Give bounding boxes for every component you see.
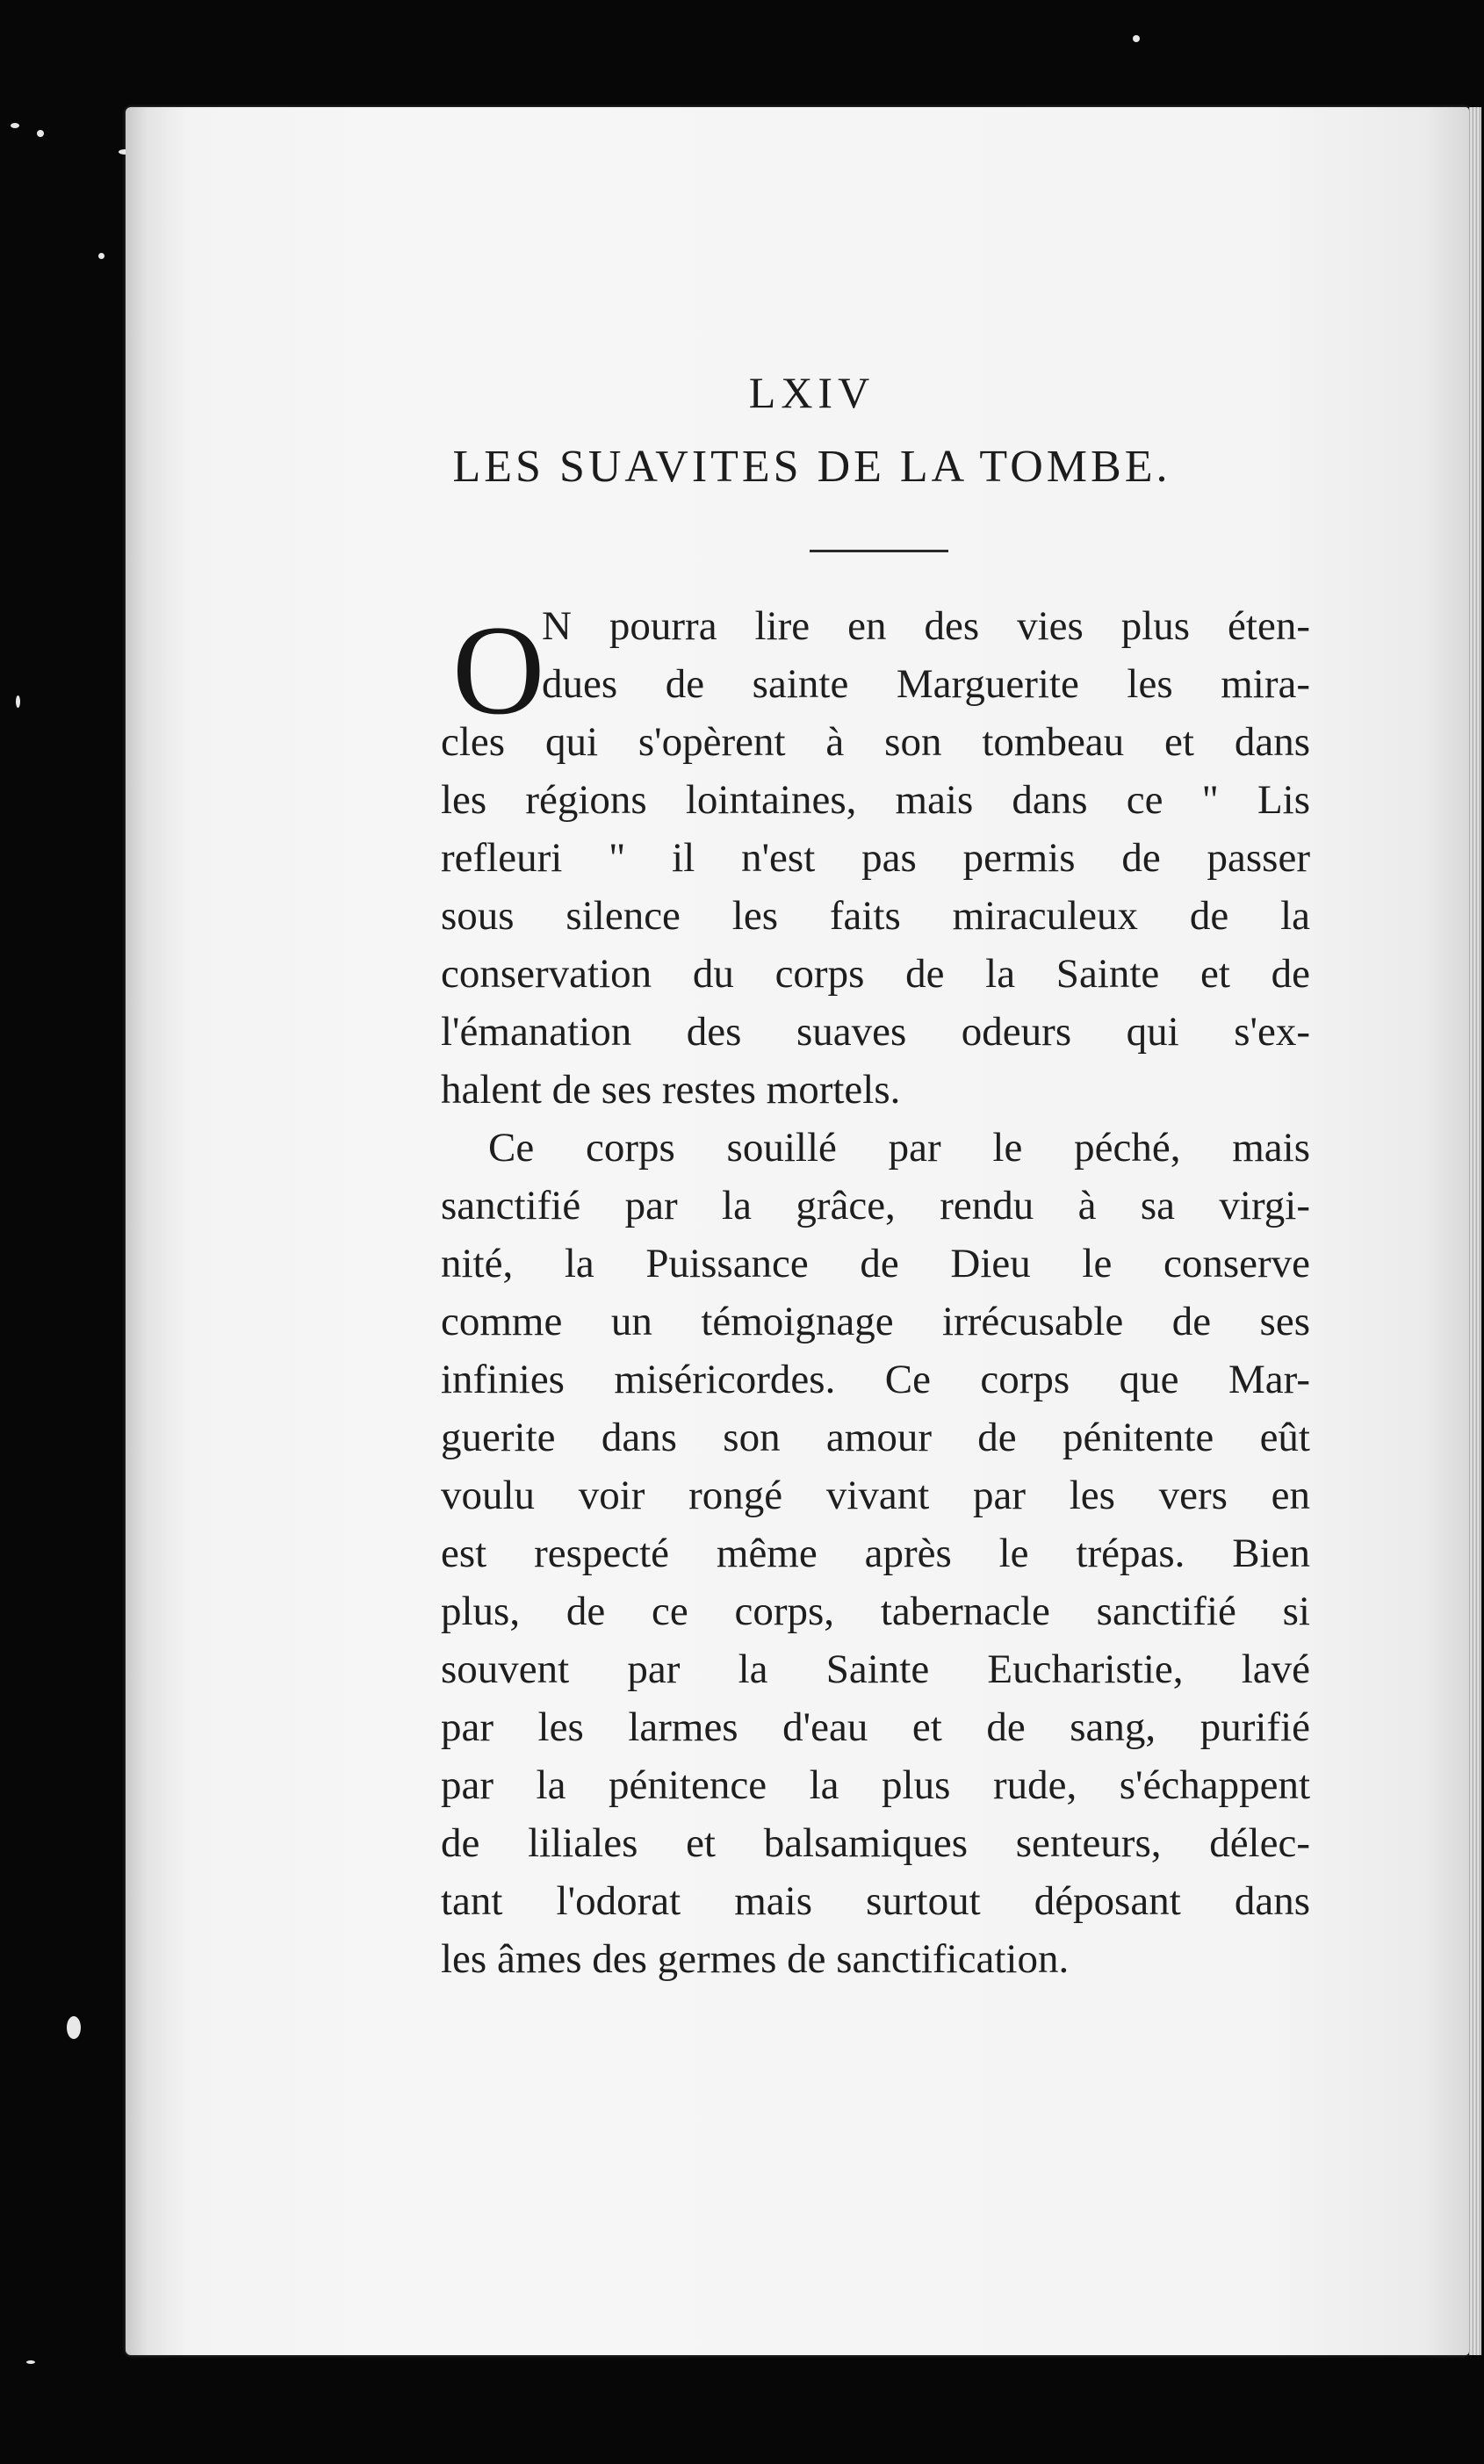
text-line: souvent par la Sainte Eucharistie, lavé [441,1646,1310,1692]
text-line: est respecté même après le trépas. Bien [441,1531,1310,1576]
text-line: sanctifié par la grâce, rendu à sa virgi- [441,1183,1310,1228]
text-line: refleuri " il n'est pas permis de passer [441,835,1310,881]
chapter-title: LES SUAVITES DE LA TOMBE. [452,442,1171,492]
text-line: tant l'odorat mais surtout déposant dans [441,1878,1310,1924]
text-line: cles qui s'opèrent à son tombeau et dans [441,719,1310,765]
text-line: dues de sainte Marguerite les mira- [542,661,1310,707]
text-line: l'émanation des suaves odeurs qui s'ex- [441,1009,1310,1055]
text-line: halent de ses restes mortels. [441,1067,901,1113]
text-line: nité, la Puissance de Dieu le conserve [441,1241,1310,1286]
text-line: infinies miséricordes. Ce corps que Mar- [441,1357,1310,1402]
text-line: de liliales et balsamiques senteurs, délec- [441,1820,1310,1866]
text-line: les régions lointaines, mais dans ce " Lis [441,777,1310,823]
text-line: voulu voir rongé vivant par les vers en [441,1473,1310,1518]
scan-speck [11,123,19,128]
text-line: les âmes des germes de sanctification. [441,1936,1070,1982]
scan-speck [67,2016,81,2039]
scan-speck [26,2360,35,2364]
title-divider [810,550,948,552]
text-line: Ce corps souillé par le péché, mais [488,1125,1310,1171]
scan-speck [98,253,104,259]
text-line: plus, de ce corps, tabernacle sanctifié si [441,1589,1310,1634]
text-line: N pourra lire en des vies plus éten- [542,603,1310,649]
text-line: guerite dans son amour de pénitente eût [441,1415,1310,1460]
text-line: comme un témoignage irrécusable de ses [441,1299,1310,1344]
text-line: par la pénitence la plus rude, s'échappent [441,1762,1310,1808]
page-edge [1469,107,1481,2355]
body-text [441,597,1310,1988]
chapter-number: LXIV [748,368,875,417]
scan-speck [37,130,44,137]
text-line: sous silence les faits miraculeux de la [441,893,1310,939]
text-line: par les larmes d'eau et de sang, purifié [441,1704,1310,1750]
scan-speck [16,695,20,708]
text-line: conservation du corps de la Sainte et de [441,951,1310,997]
drop-cap: O [452,599,545,741]
scan-speck [1133,35,1140,42]
